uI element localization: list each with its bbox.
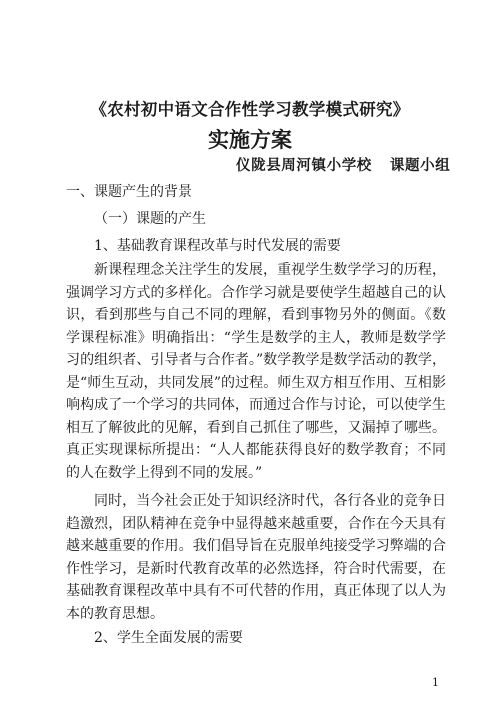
subsection-heading: （一）课题的产生 xyxy=(94,211,206,227)
author-line xyxy=(236,154,450,175)
author-school: 仪陇县周河镇小学校 xyxy=(236,157,372,174)
item-heading-2: 2、学生全面发展的需要 xyxy=(94,630,243,646)
document-subtitle: 实施方案 xyxy=(208,127,292,152)
page-number: 1 xyxy=(432,676,439,689)
item-heading-1: 1、基础教育课程改革与时代发展的需要 xyxy=(94,238,341,254)
document-title: 《农村初中语文合作性学习教学模式研究》 xyxy=(90,100,410,119)
paragraph-1: 新课程理念关注学生的发展，重视学生数学学习的历程，强调学习方式的多样化。合作学习就是要使学生超越自己的认识，看到那些与自己不同的理解，看到事物另外的侧面。《数学课程标准》明确指出：“学生是数学的主人，教师是数学学习的组织者、引导者与合作者。”数学教学是数学活动的教学，是“师生互动，共同发展”的过程。师生双方相互作用、互相影响构成了一个学习的共同体，而通过合作与讨论，可以使学生相互了解彼此的见解，看到自己抓住了哪些，又漏掉了哪些。真正实现课标所提出：“人人都能获得良好的数学教育；不同的人在数学上得到不同的发展。” xyxy=(66,262,446,481)
paragraph-2: 同时，当今社会正处于知识经济时代，各行各业的竞争日趋激烈，团队精神在竞争中显得越来越重要，合作在今天具有越来越重要的作用。我们倡导旨在克服单纯接受学习弊端的合作性学习，是新时代教育改革的必然选择，符合时代需要，在基础教育课程改革中具有不可代替的作用，真正体现了以人为本的教育思想。 xyxy=(66,493,446,622)
section-heading: 一、课题产生的背景 xyxy=(66,184,192,200)
author-group: 课题小组 xyxy=(389,157,451,174)
